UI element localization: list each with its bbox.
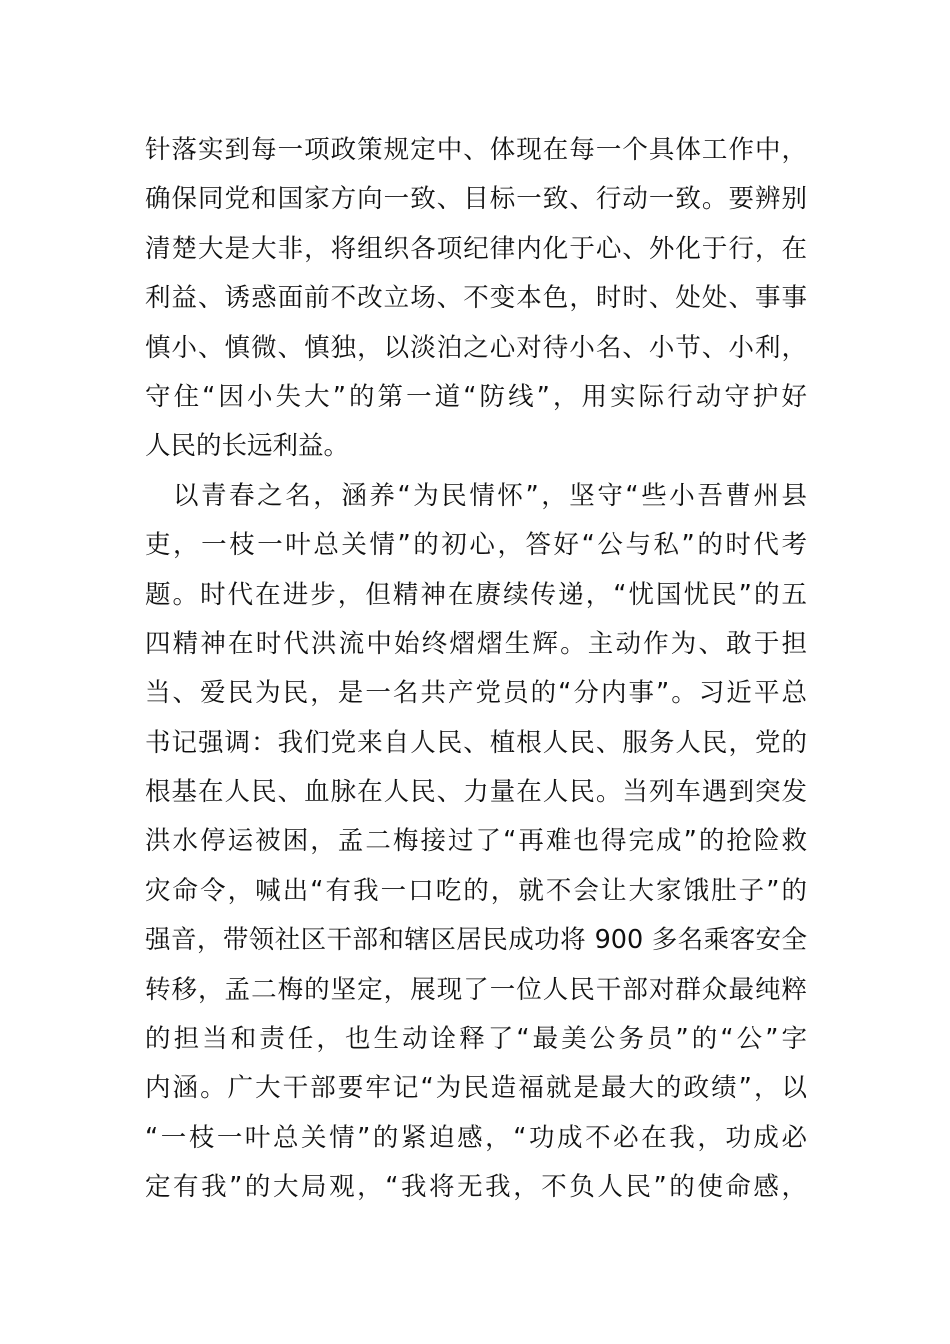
text-line: 确保同党和国家方向一致、目标一致、行动一致。要辨别	[145, 184, 807, 215]
text-line: 吏，一枝一叶总关情”的初心，答好“公与私”的时代考	[145, 530, 807, 561]
text-line: 书记强调：我们党来自人民、植根人民、服务人民，党的	[145, 727, 807, 758]
text-line: 四精神在时代洪流中始终熠熠生辉。主动作为、敢于担	[145, 628, 807, 659]
text-line: 人民的长远利益。	[145, 431, 350, 462]
text-line: 洪水停运被困，孟二梅接过了“再难也得完成”的抢险救	[145, 826, 807, 857]
text-line: 以青春之名，涵养“为民情怀”，坚守“些小吾曹州县	[173, 480, 807, 511]
text-line: 强音，带领社区干部和辖区居民成功将 900 多名乘客安全	[145, 925, 807, 956]
text-line: 针落实到每一项政策规定中、体现在每一个具体工作中，	[145, 135, 807, 165]
text-line: 根基在人民、血脉在人民、力量在人民。当列车遇到突发	[145, 777, 807, 808]
text-line: 清楚大是大非，将组织各项纪律内化于心、外化于行，在	[145, 233, 807, 264]
text-line: 守住“因小失大”的第一道“防线”，用实际行动守护好	[145, 381, 807, 412]
text-line: 灾命令，喊出“有我一口吃的，就不会让大家饿肚子”的	[145, 875, 807, 906]
text-line: 内涵。广大干部要牢记“为民造福就是最大的政绩”，以	[145, 1073, 807, 1104]
text-line: 定有我”的大局观，“我将无我，不负人民”的使命感，	[145, 1172, 807, 1203]
text-line: 慎小、慎微、慎独，以淡泊之心对待小名、小节、小利，	[145, 332, 807, 363]
text-line: 题。时代在进步，但精神在赓续传递，“忧国忧民”的五	[145, 579, 807, 610]
text-line: 利益、诱惑面前不改立场、不变本色，时时、处处、事事	[145, 283, 807, 314]
text-line: “一枝一叶总关情”的紧迫感，“功成不必在我，功成必	[145, 1122, 807, 1153]
text-line: 当、爱民为民，是一名共产党员的“分内事”。习近平总	[145, 678, 807, 709]
text-line: 的担当和责任，也生动诠释了“最美公务员”的“公”字	[145, 1024, 807, 1055]
text-line: 转移，孟二梅的坚定，展现了一位人民干部对群众最纯粹	[145, 974, 807, 1005]
body-text	[145, 126, 807, 1213]
